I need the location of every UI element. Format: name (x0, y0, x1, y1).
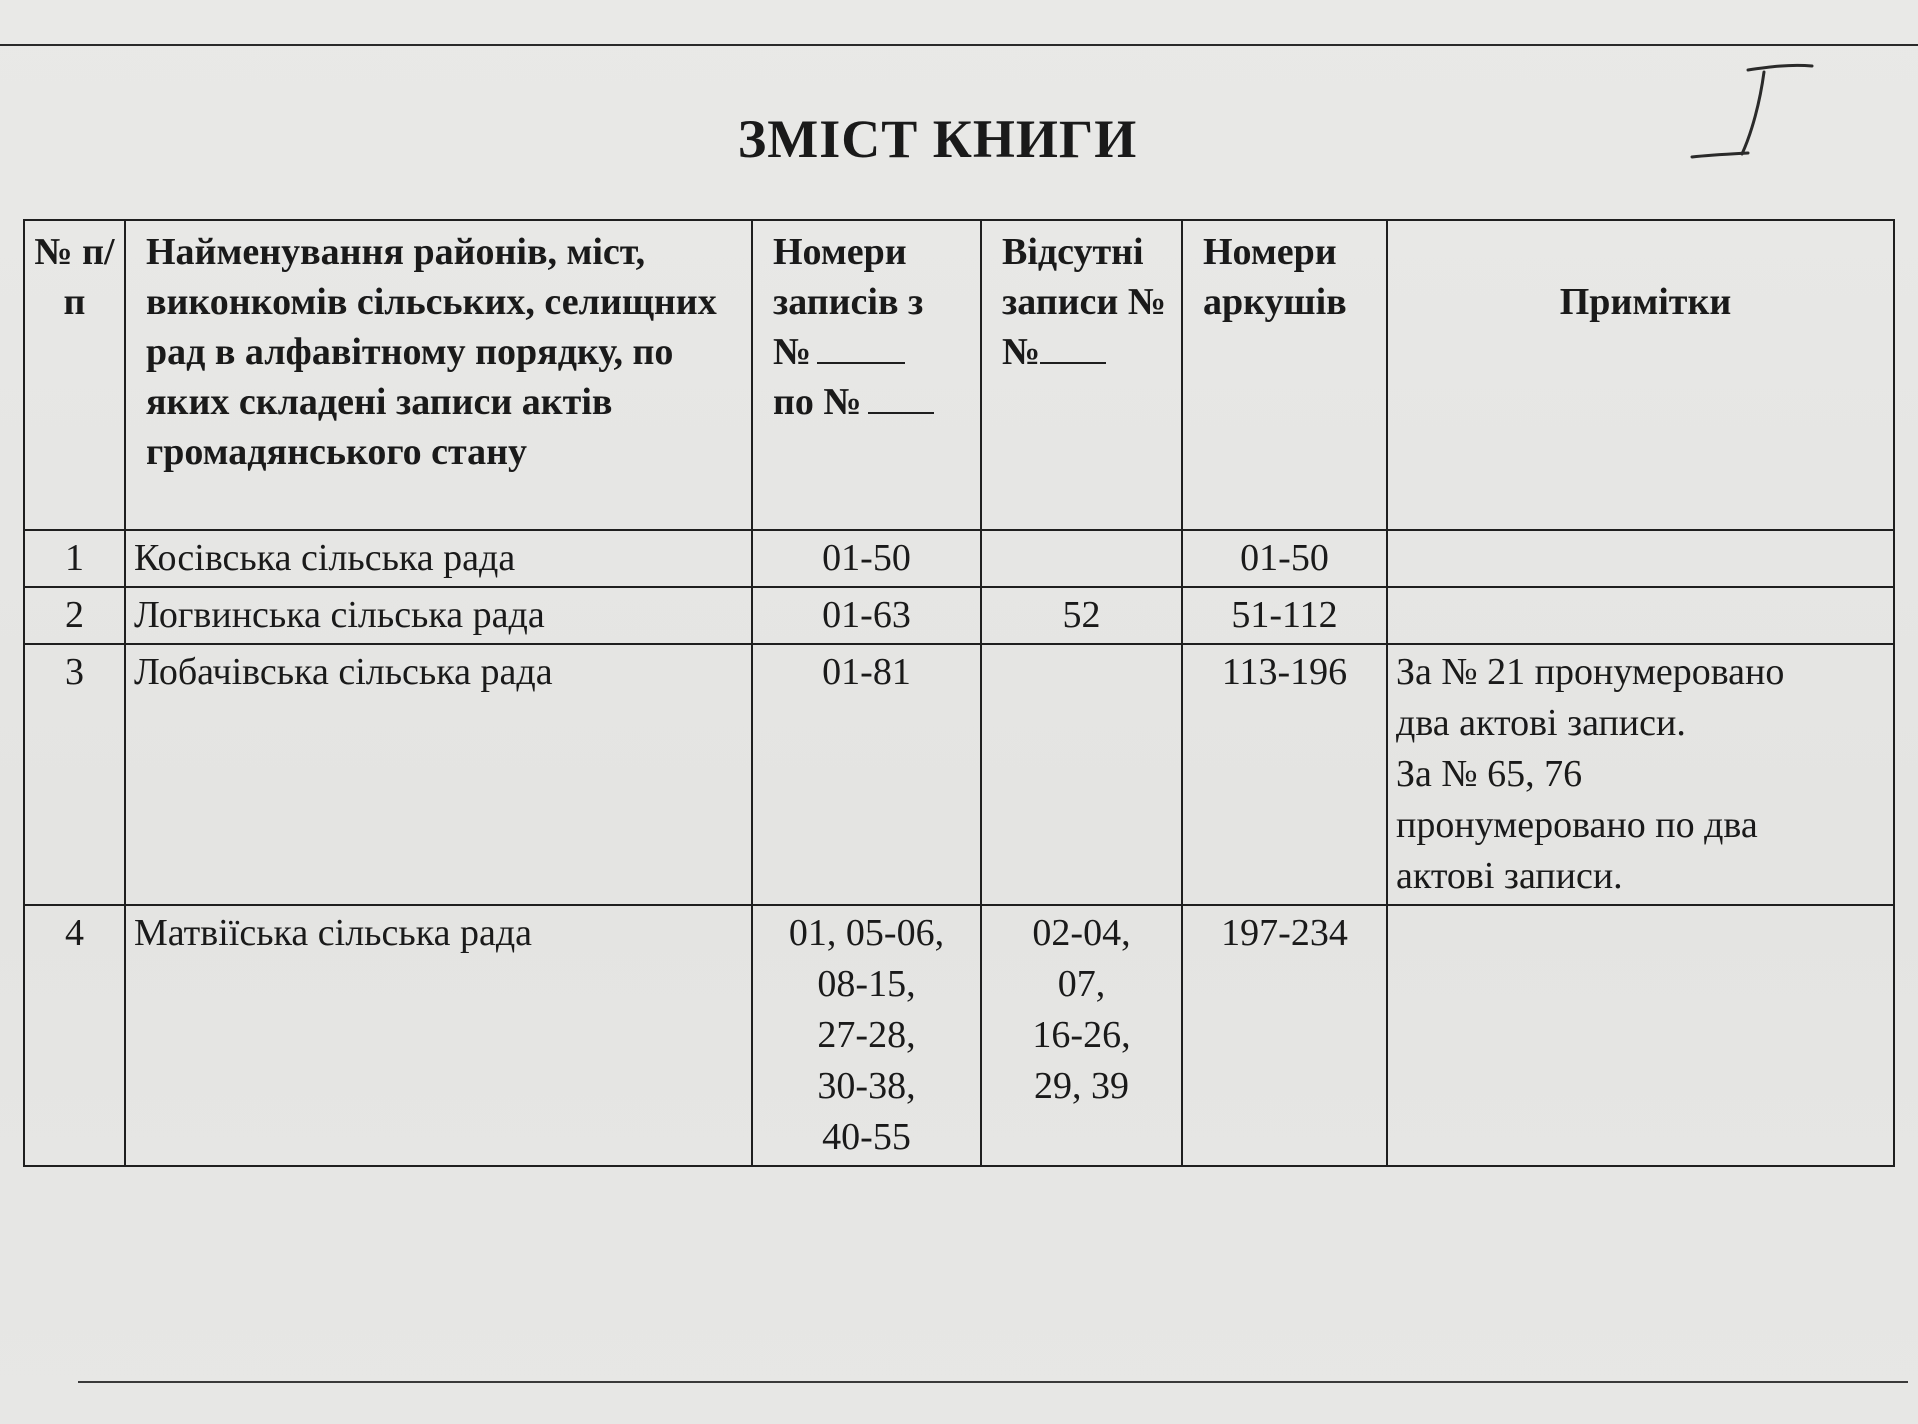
row-num: 1 (24, 530, 125, 587)
blank-line (817, 332, 905, 364)
row-name: Косівська сільська рада (125, 530, 752, 587)
table-row (24, 905, 1894, 1166)
row-notes (1387, 530, 1894, 587)
row-records: 01, 05-06, 08-15, 27-28, 30-38, 40-55 (752, 905, 981, 1166)
blank-line (868, 382, 934, 414)
table-row (24, 644, 1894, 905)
bottom-rule (78, 1381, 1908, 1383)
row-num: 2 (24, 587, 125, 644)
row-name: Матвіїська сільська рада (125, 905, 752, 1166)
row-sheets: 113-196 (1182, 644, 1387, 905)
row-missing (981, 644, 1182, 905)
row-name: Лобачівська сільська рада (125, 644, 752, 905)
row-records: 01-63 (752, 587, 981, 644)
row-records: 01-50 (752, 530, 981, 587)
header-records-from: Номери записів з № (773, 231, 924, 373)
page-title: ЗМІСТ КНИГИ (737, 109, 1138, 169)
table-header-row (24, 220, 1894, 530)
row-sheets: 197-234 (1182, 905, 1387, 1166)
header-num: № п/п (24, 220, 125, 530)
blank-line (1040, 332, 1106, 364)
row-missing (981, 530, 1182, 587)
row-missing: 02-04, 07, 16-26, 29, 39 (981, 905, 1182, 1166)
row-num: 4 (24, 905, 125, 1166)
row-records: 01-81 (752, 644, 981, 905)
row-missing: 52 (981, 587, 1182, 644)
row-sheets: 01-50 (1182, 530, 1387, 587)
top-rule (0, 44, 1918, 46)
row-sheets: 51-112 (1182, 587, 1387, 644)
row-notes (1387, 905, 1894, 1166)
header-sheets: Номери аркушів (1182, 220, 1387, 530)
header-missing: Відсутні записи №№ (981, 220, 1182, 530)
contents-table (23, 219, 1895, 1167)
header-notes: Примітки (1387, 220, 1894, 530)
table-row (24, 530, 1894, 587)
handwritten-page-mark (1690, 62, 1820, 172)
row-num: 3 (24, 644, 125, 905)
row-notes: За № 21 пронумеровано два актові записи. За № 65, 76 пронумеровано по два актові записи. (1387, 644, 1894, 905)
header-records (752, 220, 981, 530)
header-name: Найменування районів, міст, виконкомів сільських, селищних рад в алфавітному порядку, по яких складені записи актів громадянського стану (125, 220, 752, 530)
header-records-to: по № (773, 381, 862, 423)
row-name: Логвинська сільська рада (125, 587, 752, 644)
row-notes (1387, 587, 1894, 644)
table-row (24, 587, 1894, 644)
